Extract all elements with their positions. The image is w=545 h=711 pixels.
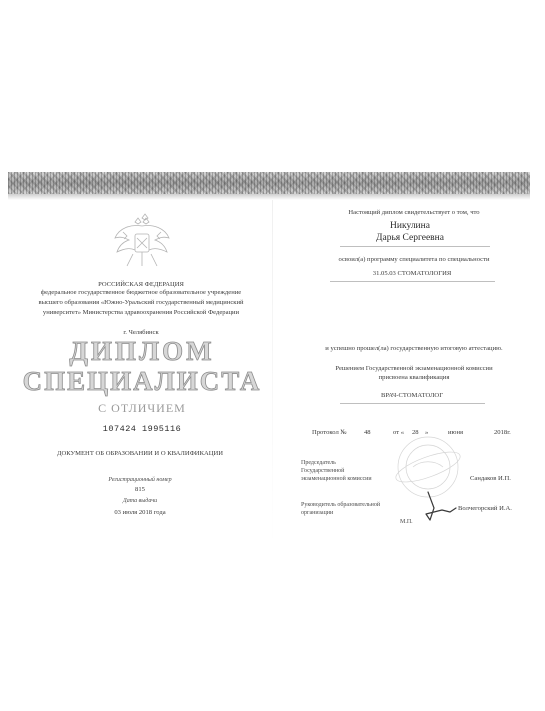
decision-line-2: присвоена квалификация	[378, 374, 450, 381]
honors-label: С ОТЛИЧИЕМ	[98, 401, 186, 415]
issue-date: 03 июля 2018 года	[114, 509, 166, 516]
diploma-title-line-1: ДИПЛОМ	[69, 336, 215, 366]
protocol-label: Протокол №	[312, 429, 347, 436]
issue-date-label: Дата выдачи	[122, 498, 158, 504]
protocol-day: 28	[412, 429, 419, 436]
protocol-year: 2018г.	[494, 429, 511, 436]
graduate-given-names: Дарья Сергеевна	[376, 233, 444, 243]
head-signature	[420, 488, 460, 524]
intro-text: Настоящий диплом свидетельствует о том, что	[348, 209, 480, 216]
protocol-close-quote: »	[425, 429, 429, 436]
decorative-band-shadow	[8, 194, 530, 200]
exam-text: и успешно прошел(ла) государственную итоговую аттестацию.	[325, 345, 503, 352]
qualification: ВРАЧ-СТОМАТОЛОГ	[380, 392, 444, 399]
city-label: г. Челябинск	[123, 329, 159, 336]
chair-name: Сандаков И.П.	[470, 475, 511, 482]
page-fold	[272, 200, 273, 550]
protocol-from: от «	[393, 429, 405, 436]
institution-line-3: университет» Министерства здравоохранения Российской Федерации	[42, 309, 240, 316]
coat-of-arms-emblem	[111, 212, 173, 272]
diploma-title-line-2: СПЕЦИАЛИСТА	[22, 366, 262, 396]
specialty-underline	[330, 281, 495, 282]
head-title-line-2: организации	[301, 510, 334, 516]
chair-title-line-1: Председатель	[301, 460, 336, 466]
head-name: Волчегорский И.А.	[458, 505, 512, 512]
protocol-number: 48	[364, 429, 371, 436]
seal-place-mark: М.П.	[400, 519, 413, 525]
decorative-band	[8, 172, 530, 194]
graduate-surname: Никулина	[390, 221, 430, 231]
qualification-underline	[340, 403, 485, 404]
registration-label: Регистрационный номер	[108, 477, 172, 483]
protocol-month: июня	[448, 429, 464, 436]
head-title-line-1: Руководитель образовательной	[301, 502, 381, 508]
institution-line-2: высшего образования «Южно-Уральский государственный медицинский	[38, 299, 244, 306]
specialty: 31.05.03 СТОМАТОЛОГИЯ	[372, 270, 452, 277]
institution-line-1: федеральное государственное бюджетное образовательное учреждение	[40, 289, 242, 296]
registration-number: 815	[135, 486, 145, 493]
country-label: РОССИЙСКАЯ ФЕДЕРАЦИЯ	[98, 281, 184, 288]
serial-number: 107424 1995116	[102, 424, 182, 434]
chair-title-line-2: Государственной	[301, 468, 345, 474]
program-text: освоил(а) программу специалитета по специальности	[338, 256, 490, 263]
document-type: ДОКУМЕНТ ОБ ОБРАЗОВАНИИ И О КВАЛИФИКАЦИИ	[56, 450, 224, 457]
decision-line-1: Решением Государственной экзаменационной комиссии	[335, 365, 493, 372]
name-underline	[340, 246, 490, 247]
chair-title-line-3: экзаменационной комиссии	[301, 476, 372, 482]
